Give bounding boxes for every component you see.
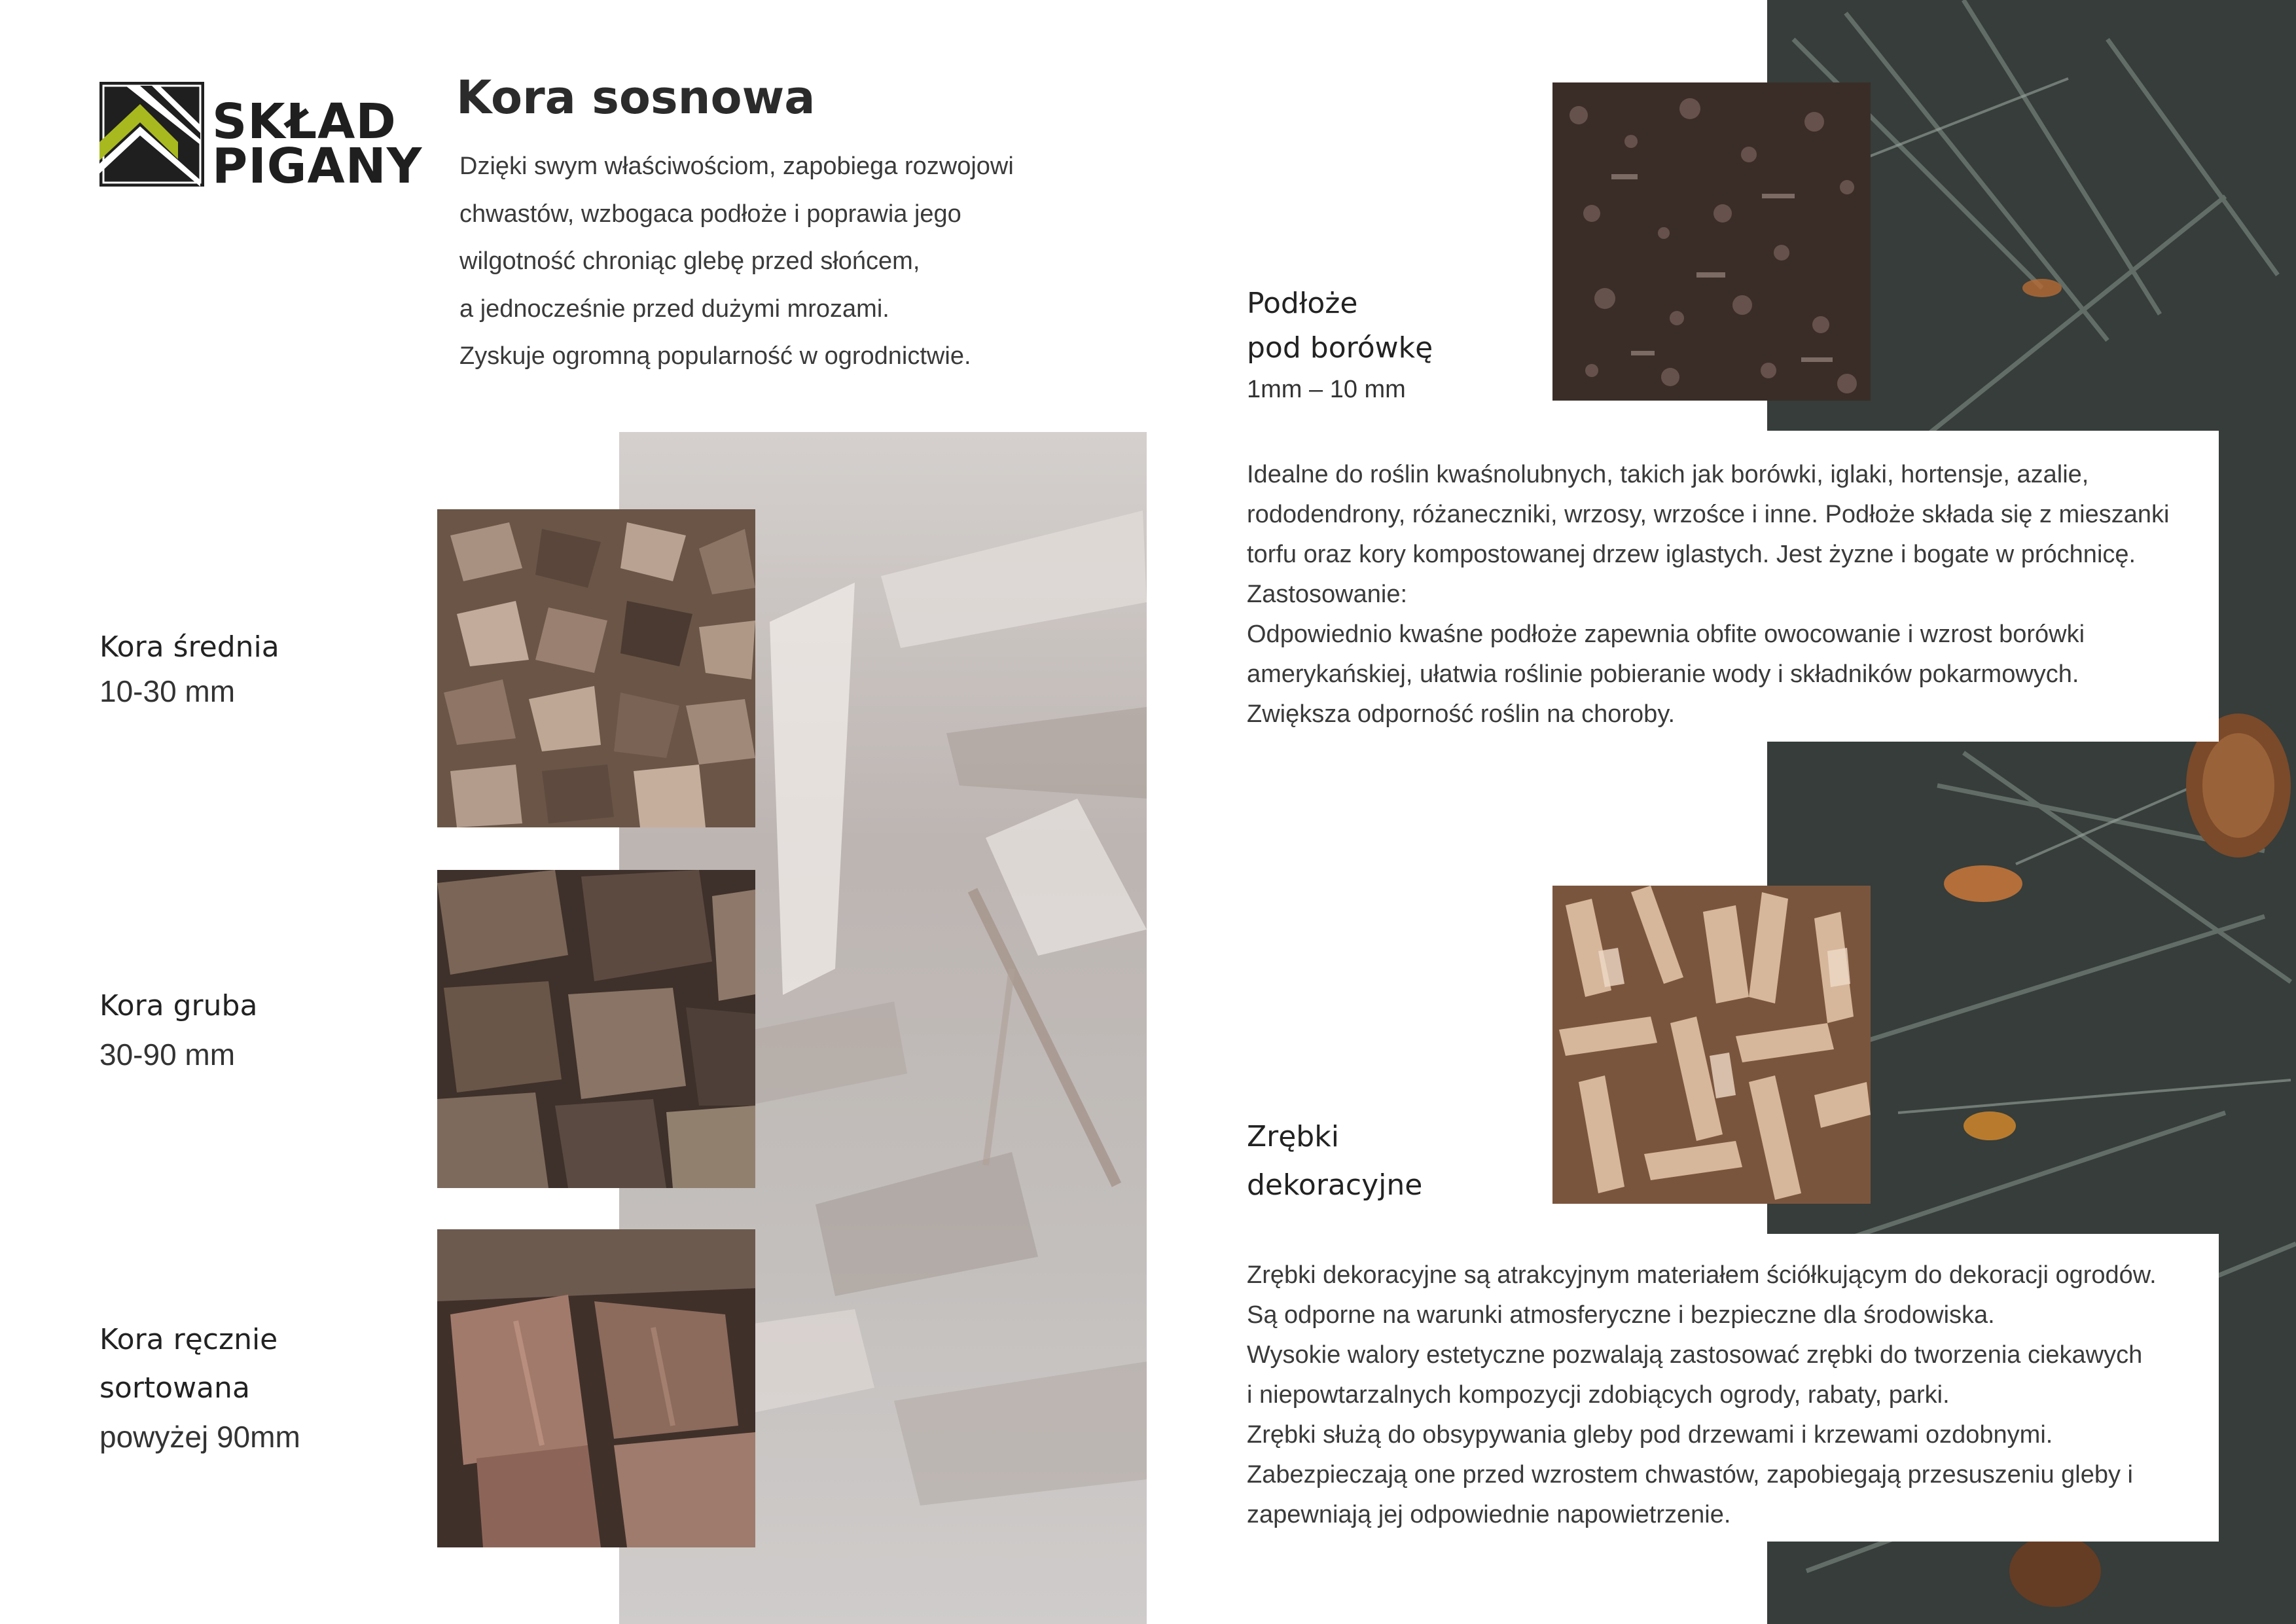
intro-line: wilgotność chroniąc glebę przed słońcem, bbox=[459, 247, 920, 275]
usage-heading: Zastosowanie: bbox=[1247, 581, 1408, 608]
description-line: Zrębki dekoracyjne są atrakcyjnym materiałem ściółkującym do dekoracji ogrodów. bbox=[1247, 1261, 2157, 1289]
podloze-pod-borowke-photo bbox=[1552, 82, 1871, 401]
zrebki-dekoracyjne-photo bbox=[1552, 886, 1871, 1204]
description-line: i niepowtarzalnych kompozycji zdobiących ogrody, rabaty, parki. bbox=[1247, 1381, 1950, 1409]
brand-name-line2: PIGANY bbox=[212, 138, 423, 194]
substrate-description bbox=[1247, 455, 2169, 734]
intro-paragraph bbox=[459, 143, 1140, 380]
product-name: Kora gruba bbox=[99, 989, 258, 1022]
product-name-line1: Zrębki bbox=[1247, 1120, 1339, 1153]
usage-line: Zwiększa odporność roślin na choroby. bbox=[1247, 700, 1676, 728]
description-line: zapewniają jej odpowiednie napowietrzenie. bbox=[1247, 1501, 1731, 1528]
description-line: rododendrony, różaneczniki, wrzosy, wrzośce i inne. Podłoże składa się z mieszanki bbox=[1247, 501, 2170, 528]
usage-line: amerykańskiej, ułatwia roślinie pobieranie wody i składników pokarmowych. bbox=[1247, 660, 2079, 688]
product-kora-srednia bbox=[99, 623, 279, 711]
kora-gruba-photo bbox=[437, 870, 755, 1188]
product-kora-recznie-sortowana bbox=[99, 1316, 300, 1461]
product-size: 1mm – 10 mm bbox=[1247, 376, 1406, 403]
page-title: Kora sosnowa bbox=[456, 71, 816, 124]
product-zrebki-dekoracyjne bbox=[1247, 1113, 1422, 1210]
description-line: torfu oraz kory kompostowanej drzew iglastych. Jest żyzne i bogate w próchnicę. bbox=[1247, 541, 2136, 568]
kora-recznie-sortowana-photo bbox=[437, 1229, 755, 1547]
product-name-line2: dekoracyjne bbox=[1247, 1168, 1423, 1202]
product-name-line2: sortowana bbox=[99, 1371, 250, 1405]
logo-roof-icon bbox=[99, 82, 204, 187]
product-podloze-pod-borowke bbox=[1247, 281, 1433, 408]
usage-line: Odpowiednio kwaśne podłoże zapewnia obfite owocowanie i wzrost borówki bbox=[1247, 621, 2085, 648]
product-name-line1: Podłoże bbox=[1247, 287, 1358, 320]
description-line: Wysokie walory estetyczne pozwalają zastosować zrębki do tworzenia ciekawych bbox=[1247, 1341, 2143, 1369]
product-name-line1: Kora ręcznie bbox=[99, 1323, 278, 1356]
intro-line: a jednocześnie przed dużymi mrozami. bbox=[459, 295, 889, 323]
intro-line: Zyskuje ogromną popularność w ogrodnictwie. bbox=[459, 342, 971, 370]
intro-line: Dzięki swym właściwościom, zapobiega rozwojowi bbox=[459, 153, 1014, 180]
product-size: 10-30 mm bbox=[99, 674, 236, 708]
brand-name-line1: SKŁAD bbox=[212, 94, 397, 150]
product-size: 30-90 mm bbox=[99, 1038, 236, 1072]
brand-logo bbox=[99, 82, 423, 194]
intro-line: chwastów, wzbogaca podłoże i poprawia jego bbox=[459, 200, 961, 228]
product-name: Kora średnia bbox=[99, 630, 279, 664]
kora-srednia-photo bbox=[437, 509, 755, 827]
description-line: Są odporne na warunki atmosferyczne i bezpieczne dla środowiska. bbox=[1247, 1301, 1995, 1329]
description-line: Idealne do roślin kwaśnolubnych, takich jak borówki, iglaki, hortensje, azalie, bbox=[1247, 461, 2089, 488]
chips-description bbox=[1247, 1255, 2157, 1535]
description-line: Zabezpieczają one przed wzrostem chwastów, zapobiegają przesuszeniu gleby i bbox=[1247, 1461, 2133, 1489]
product-name-line2: pod borówkę bbox=[1247, 331, 1433, 365]
product-size: powyżej 90mm bbox=[99, 1420, 300, 1454]
product-kora-gruba bbox=[99, 982, 257, 1079]
description-line: Zrębki służą do obsypywania gleby pod drzewami i krzewami ozdobnymi. bbox=[1247, 1421, 2053, 1449]
